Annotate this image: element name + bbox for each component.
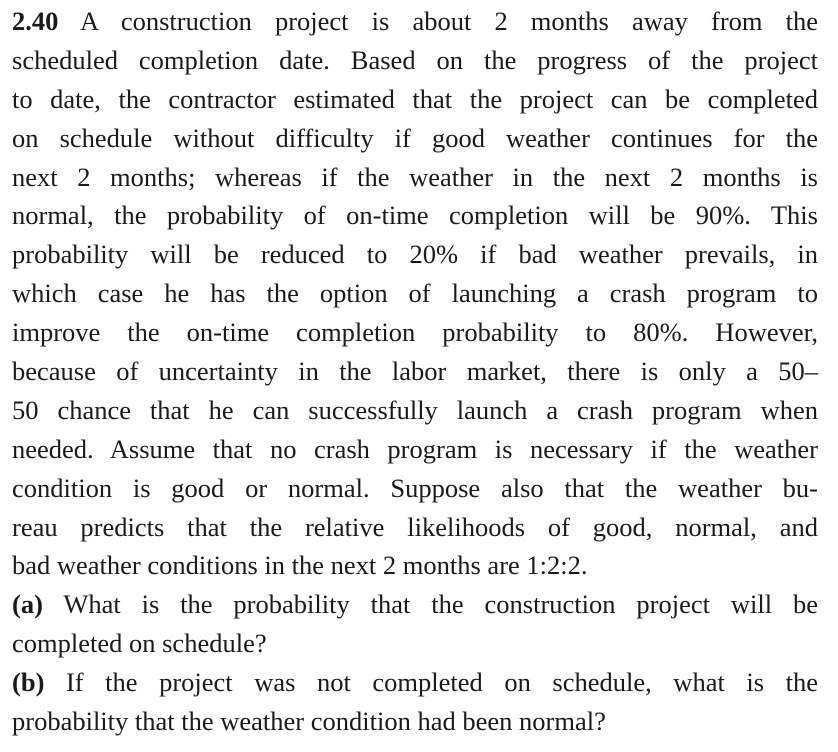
problem-line-12: needed. Assume that no crash program is necessary if the weather (12, 433, 818, 464)
problem-line-15: bad weather conditions in the next 2 months are 1:2:2. (12, 550, 588, 581)
problem-line-4: on schedule without difficulty if good weather continues for the (12, 122, 818, 153)
part-a-label: (a) (12, 589, 43, 620)
problem-line-11: 50 chance that he can successfully launch a crash program when (12, 394, 818, 425)
part-b-line-1 (12, 663, 818, 702)
problem-line-2: scheduled completion date. Based on the progress of the project (12, 44, 818, 75)
problem-line-14: reau predicts that the relative likelihoods of good, normal, and (12, 511, 818, 542)
problem-line-3: to date, the contractor estimated that the project can be completed (12, 83, 818, 114)
problem-line-13: condition is good or normal. Suppose also that the weather bu- (12, 472, 818, 503)
part-a-line-1 (12, 585, 818, 624)
problem-line-1 (12, 2, 818, 41)
problem-line-5: next 2 months; whereas if the weather in the next 2 months is (12, 161, 818, 192)
problem-line-8: which case he has the option of launching a crash program to (12, 278, 818, 309)
part-a-line-2: completed on schedule? (12, 628, 267, 659)
problem-line-10: because of uncertainty in the labor market, there is only a 50– (12, 356, 818, 387)
problem-text (12, 2, 818, 741)
problem-line-7: probability will be reduced to 20% if bad weather prevails, in (12, 239, 818, 270)
part-a-text: What is the probability that the construction project will be (63, 589, 818, 620)
problem-text-line: A construction project is about 2 months away from the (80, 6, 818, 36)
problem-line-6: normal, the probability of on-time completion will be 90%. This (12, 200, 818, 231)
problem-line-9: improve the on-time completion probability to 80%. However, (12, 317, 818, 348)
problem-number: 2.40 (12, 6, 59, 36)
part-b-text: If the project was not completed on schedule, what is the (65, 667, 818, 698)
part-b-line-2: probability that the weather condition had been normal? (12, 706, 606, 737)
part-b-label: (b) (12, 667, 45, 698)
